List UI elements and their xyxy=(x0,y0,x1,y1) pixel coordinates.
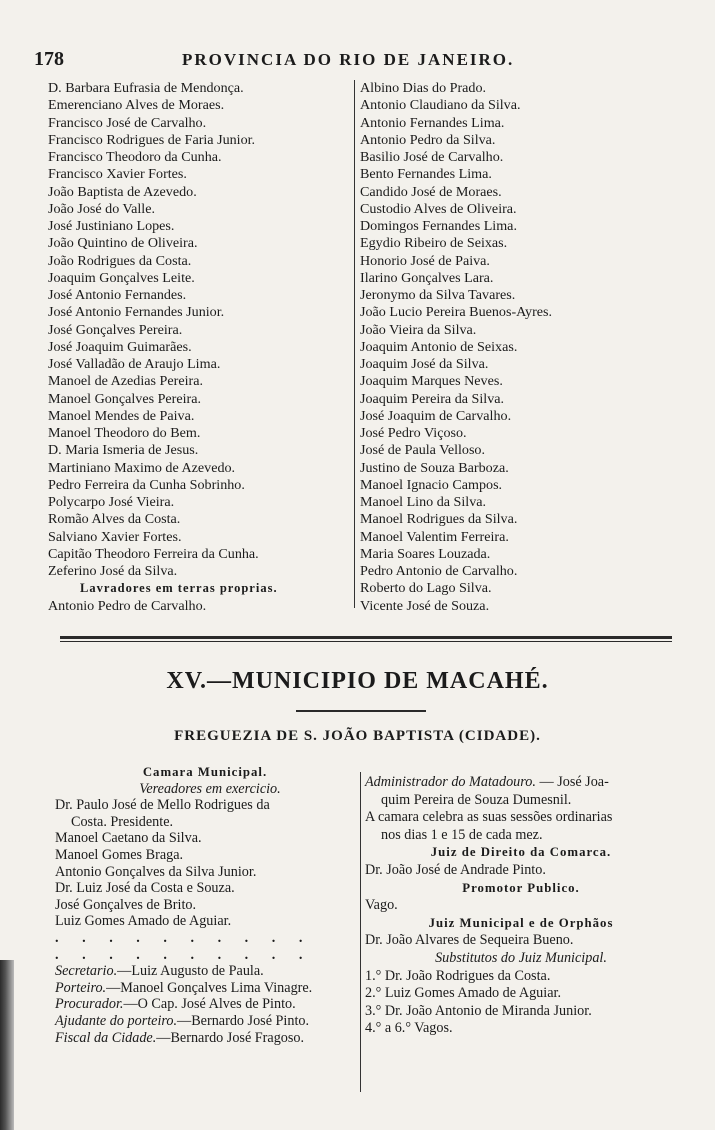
vereador-entry: José Gonçalves de Brito. xyxy=(55,896,197,913)
running-title: PROVINCIA DO RIO DE JANEIRO. xyxy=(182,50,515,69)
official-name: —O Cap. José Alves de Pinto. xyxy=(123,996,296,1013)
official-entry xyxy=(55,1013,355,1030)
name-entry: D. Maria Ismeria de Jesus. xyxy=(48,442,199,459)
right-officials-block xyxy=(365,774,677,1038)
name-entry: Ilarino Gonçalves Lara. xyxy=(360,269,494,286)
official-name: —Bernardo José Fragoso. xyxy=(156,1029,305,1046)
vereador-entry: Manoel Caetano da Silva. xyxy=(55,830,202,847)
name-entry: Pedro Ferreira da Cunha Sobrinho. xyxy=(48,476,245,493)
name-entry: Salviano Xavier Fortes. xyxy=(48,528,182,545)
vereador-entry: Antonio Gonçalves da Silva Junior. xyxy=(55,863,257,880)
name-entry: Capitão Theodoro Ferreira da Cunha. xyxy=(48,545,259,562)
camara-note: A camara celebra as suas sessões ordinarias xyxy=(365,809,613,826)
running-header xyxy=(34,48,674,74)
name-entry: João Baptista de Azevedo. xyxy=(48,183,197,200)
name-entry: Vicente José de Souza. xyxy=(360,597,490,614)
president-line-cont: Costa. Presidente. xyxy=(71,813,174,830)
vereadores-list xyxy=(55,830,355,930)
name-entry: José Pedro Viçoso. xyxy=(360,425,467,441)
name-entry: Francisco Rodrigues de Faria Junior. xyxy=(48,131,256,148)
official-role: Porteiro. xyxy=(55,979,107,996)
page-number: 178 xyxy=(34,48,64,70)
ellipsis-dots: . . . . . . . . . . xyxy=(55,929,313,946)
name-entry: Manoel Gonçalves Pereira. xyxy=(48,390,202,407)
administrador-name: — José Joa- xyxy=(535,774,609,790)
name-entry: Manoel Ignacio Campos. xyxy=(360,476,503,493)
name-entry: Domingos Fernandes Lima. xyxy=(360,218,517,234)
name-entry: Justino de Souza Barboza. xyxy=(360,459,509,476)
substituto-entry: 3.° Dr. João Antonio de Miranda Junior. xyxy=(365,1002,592,1019)
juiz-municipal-heading: Juiz Municipal e de Orphãos xyxy=(428,915,614,930)
name-entry: Romão Alves da Costa. xyxy=(48,511,181,528)
promotor-heading: Promotor Publico. xyxy=(462,880,580,895)
name-entry: Francisco Theodoro da Cunha. xyxy=(48,149,222,165)
name-entry: Antonio Claudiano da Silva. xyxy=(360,97,521,114)
column-divider xyxy=(354,80,355,608)
camara-municipal-block xyxy=(55,764,355,1046)
name-entry: João José do Valle. xyxy=(48,200,155,217)
name-entry: Polycarpo José Vieira. xyxy=(48,494,175,510)
substitutos-list xyxy=(365,968,677,1038)
vereador-entry: Dr. Luiz José da Costa e Souza. xyxy=(55,880,235,897)
name-entry: Martiniano Maximo de Azevedo. xyxy=(48,459,236,476)
name-entry: Antonio Pedro da Silva. xyxy=(360,131,496,148)
administrador-name-cont: quim Pereira de Souza Dumesnil. xyxy=(381,791,572,808)
name-entry: Jeronymo da Silva Tavares. xyxy=(360,287,516,303)
name-entry: José Antonio Fernandes. xyxy=(48,287,187,303)
official-name: —Manoel Gonçalves Lima Vinagre. xyxy=(106,979,313,996)
name-entry: João Lucio Pereira Buenos-Ayres. xyxy=(360,304,553,321)
official-role: Secretario. xyxy=(55,963,118,980)
name-entry: Francisco Xavier Fortes. xyxy=(48,166,187,183)
name-entry: José Justiniano Lopes. xyxy=(48,218,175,234)
name-entry: Francisco José de Carvalho. xyxy=(48,114,207,131)
name-entry: Manoel Lino da Silva. xyxy=(360,494,487,510)
president-line: Dr. Paulo José de Mello Rodrigues da xyxy=(55,797,270,814)
name-entry: João Quintino de Oliveira. xyxy=(48,235,198,252)
name-entry: José Antonio Fernandes Junior. xyxy=(48,304,225,321)
camara-note-cont: nos dias 1 e 15 de cada mez. xyxy=(381,826,543,843)
name-entry: José de Paula Velloso. xyxy=(360,442,486,459)
name-entry: José Joaquim de Carvalho. xyxy=(360,407,512,424)
juiz-direito-heading: Juiz de Direito da Comarca. xyxy=(430,845,612,860)
lavradores-heading: Lavradores em terras proprias. xyxy=(80,581,278,596)
name-entry: Zeferino José da Silva. xyxy=(48,563,178,579)
name-entry: José Joaquim Guimarães. xyxy=(48,338,192,355)
name-entry: Joaquim José da Silva. xyxy=(360,356,489,372)
section-rule-thick xyxy=(60,636,672,639)
right-name-list xyxy=(360,80,552,615)
substituto-entry: 2.° Luiz Gomes Amado de Aguiar. xyxy=(365,985,561,1002)
substitutos-heading: Substitutos do Juiz Municipal. xyxy=(435,949,607,966)
name-entry: José Valladão de Araujo Lima. xyxy=(48,356,221,372)
vereador-entry: Manoel Gomes Braga. xyxy=(55,846,184,863)
name-entry: Albino Dias do Prado. xyxy=(360,80,487,96)
section-rule-thin xyxy=(60,641,672,642)
name-entry: Joaquim Marques Neves. xyxy=(360,373,503,390)
name-entry: Manoel Valentim Ferreira. xyxy=(360,528,509,545)
name-entry: Manoel Mendes de Paiva. xyxy=(48,407,195,424)
name-entry: Emerenciano Alves de Moraes. xyxy=(48,97,225,114)
name-entry: Manoel Rodrigues da Silva. xyxy=(360,511,518,528)
book-spine-shadow xyxy=(0,960,14,1130)
name-entry: Joaquim Antonio de Seixas. xyxy=(360,338,518,355)
name-entry: Antonio Fernandes Lima. xyxy=(360,114,505,131)
name-entry: Basilio José de Carvalho. xyxy=(360,149,504,165)
name-entry: Pedro Antonio de Carvalho. xyxy=(360,563,518,579)
official-entry xyxy=(55,980,355,997)
left-name-list xyxy=(48,80,278,615)
name-entry: João Rodrigues da Costa. xyxy=(48,252,192,269)
administrador-role: Administrador do Matadouro. xyxy=(365,774,536,790)
substituto-entry: 1.° Dr. João Rodrigues da Costa. xyxy=(365,967,551,984)
official-entry xyxy=(55,1030,355,1047)
officials-list xyxy=(55,963,355,1046)
name-entry: Honorio José de Paiva. xyxy=(360,252,490,269)
name-entry: Joaquim Pereira da Silva. xyxy=(360,390,505,407)
official-role: Ajudante do porteiro. xyxy=(55,1012,178,1029)
name-entry: Bento Fernandes Lima. xyxy=(360,166,492,183)
freguezia-title: FREGUEZIA DE S. JOÃO BAPTISTA (CIDADE). xyxy=(174,728,541,744)
title-underline xyxy=(296,710,426,712)
juiz-direito-name: Dr. João José de Andrade Pinto. xyxy=(365,861,546,878)
name-entry: Candido José de Moraes. xyxy=(360,183,502,200)
promotor-value: Vago. xyxy=(365,897,398,914)
name-entry: Maria Soares Louzada. xyxy=(360,545,491,562)
official-name: —Bernardo José Pinto. xyxy=(177,1012,310,1029)
official-entry xyxy=(55,996,355,1013)
name-entry: Manoel Theodoro do Bem. xyxy=(48,425,201,441)
name-entry: José Gonçalves Pereira. xyxy=(48,321,183,338)
bottom-column-divider xyxy=(360,772,361,1092)
name-entry: João Vieira da Silva. xyxy=(360,321,477,338)
lavrador-entry: Antonio Pedro de Carvalho. xyxy=(48,597,207,614)
name-entry: Roberto do Lago Silva. xyxy=(360,580,492,597)
vereador-entry: Luiz Gomes Amado de Aguiar. xyxy=(55,913,232,930)
substituto-entry: 4.° a 6.° Vagos. xyxy=(365,1020,453,1037)
name-entry: D. Barbara Eufrasia de Mendonça. xyxy=(48,80,244,96)
name-entry: Joaquim Gonçalves Leite. xyxy=(48,269,195,286)
ellipsis-dots: . . . . . . . . . . xyxy=(55,946,313,963)
vereadores-subheading: Vereadores em exercicio. xyxy=(139,780,281,797)
official-role: Procurador. xyxy=(55,996,124,1013)
camara-heading: Camara Municipal. xyxy=(142,765,268,779)
official-entry xyxy=(55,963,355,980)
name-entry: Manoel de Azedias Pereira. xyxy=(48,373,203,390)
official-name: —Luiz Augusto de Paula. xyxy=(117,963,264,980)
official-role: Fiscal da Cidade. xyxy=(55,1029,157,1046)
name-entry: Egydio Ribeiro de Seixas. xyxy=(360,235,508,252)
municipio-title: XV.—MUNICIPIO DE MACAHÉ. xyxy=(166,668,549,694)
juiz-municipal-name: Dr. João Alvares de Sequeira Bueno. xyxy=(365,932,574,949)
name-entry: Custodio Alves de Oliveira. xyxy=(360,200,517,217)
